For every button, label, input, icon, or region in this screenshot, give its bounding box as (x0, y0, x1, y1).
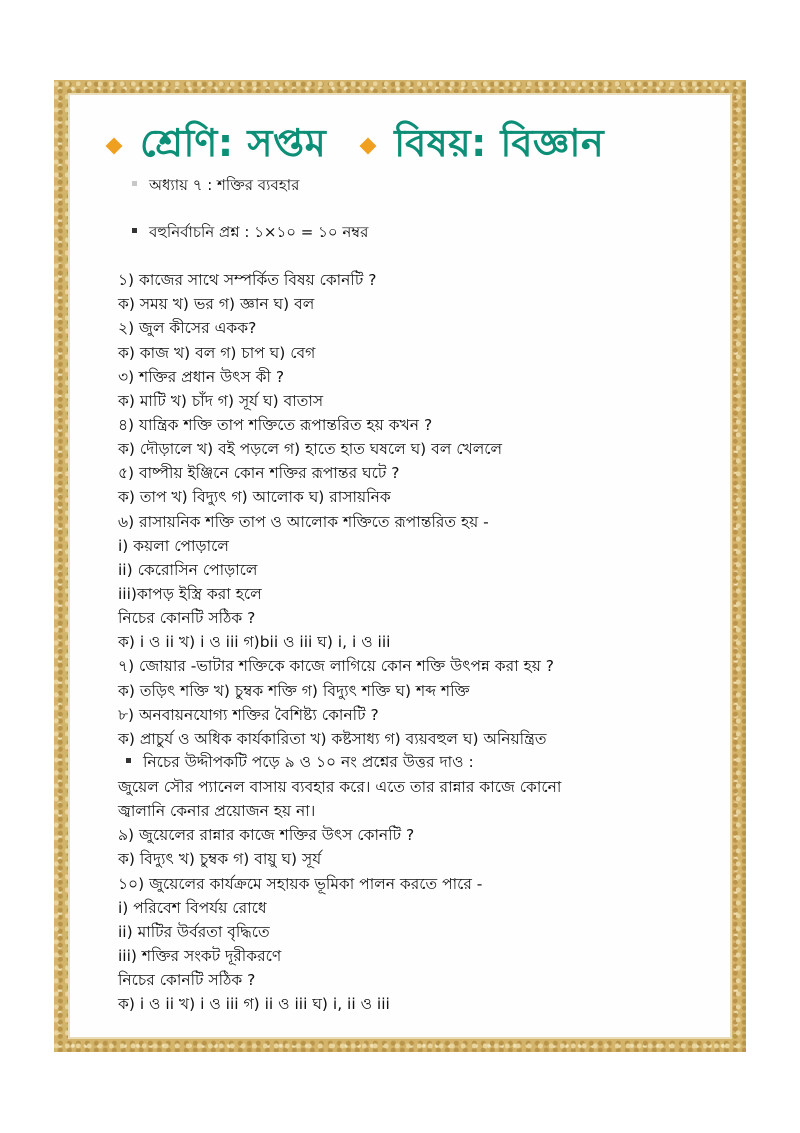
text-line: iii)কাপড় ইস্ত্রি করা হলে (118, 585, 262, 603)
page-header (108, 118, 708, 174)
square-bullet-icon (132, 228, 137, 233)
square-bullet-icon (132, 181, 137, 186)
text-line: ক) প্রাচুর্য ও অধিক কার্যকারিতা খ) কষ্টসাধ্য গ) ব্যয়বহুল ঘ) অনিয়ন্ত্রিত (118, 730, 547, 748)
text-line: ক) কাজ খ) বল গ) চাপ ঘ) বেগ (118, 344, 316, 362)
text-line: ক) বিদ্যুৎ খ) চুম্বক গ) বায়ু ঘ) সূর্য (118, 850, 322, 868)
text-line: ৫) বাষ্পীয় ইঞ্জিনে কোন শক্তির রূপান্তর ঘটে ? (118, 464, 400, 482)
text-line: ii) কেরোসিন পোড়ালে (118, 561, 258, 579)
text-line: ৩) শক্তির প্রধান উৎস কী ? (118, 368, 285, 386)
text-line: ১) কাজের সাথে সম্পর্কিত বিষয় কোনটি ? (118, 271, 377, 289)
stem-heading: নিচের উদ্দীপকটি পড়ে ৯ ও ১০ নং প্রশ্নের উত্তর দাও : (143, 753, 474, 771)
text-line: ৭) জোয়ার -ভাটার শক্তিকে কাজে লাগিয়ে কোন শক্তি উৎপন্ন করা হয় ? (118, 657, 555, 675)
text-line: iii) শক্তির সংকট দূরীকরণে (118, 947, 282, 965)
text-line: i) পরিবেশ বিপর্যয় রোধে (118, 899, 267, 917)
text-line: ৮) অনবায়নযোগ্য শক্তির বৈশিষ্ট্য কোনটি ? (118, 706, 379, 724)
text-line: নিচের কোনটি সঠিক ? (118, 609, 256, 627)
text-line: ক) সময় খ) ভর গ) জ্ঞান ঘ) বল (118, 295, 315, 313)
diamond-bullet-icon (360, 138, 377, 155)
text-line: ক) দৌড়ালে খ) বই পড়লে গ) হাতে হাত ঘষলে ঘ) বল খেললে (118, 440, 503, 458)
text-line: ii) মাটির উর্বরতা বৃদ্ধিতে (118, 923, 270, 941)
chapter-line (132, 175, 299, 195)
text-line: ৪) যান্ত্রিক শক্তি তাপ শক্তিতে রূপান্তরিত হয় কখন ? (118, 416, 433, 434)
subject-title: বিষয়: বিজ্ঞান (394, 121, 605, 165)
text-line: ক) i ও ii খ) i ও iii গ)bii ও iii ঘ) i, i ও iii (118, 633, 391, 651)
text-line: ক) তড়িৎ শক্তি খ) চুম্বক শক্তি গ) বিদ্যুৎ শক্তি ঘ) শব্দ শক্তি (118, 682, 470, 700)
text-line: ক) i ও ii খ) i ও iii গ) ii ও iii ঘ) i, ii ও iii (118, 995, 390, 1013)
class-title: শ্রেণি: সপ্তম (140, 121, 327, 165)
text-line: ৯) জুয়েলের রান্নার কাজে শক্তির উৎস কোনটি ? (118, 826, 415, 844)
section-title: বহুনির্বাচনি প্রশ্ন : ১×১০ = ১০ নম্বর (149, 223, 369, 241)
section-line (132, 222, 368, 242)
text-line: ক) মাটি খ) চাঁদ গ) সূর্য ঘ) বাতাস (118, 392, 324, 410)
text-line: ১০) জুয়েলের কার্যক্রমে সহায়ক ভূমিকা পালন করতে পারে - (118, 875, 483, 893)
text-line: ৬) রাসায়নিক শক্তি তাপ ও আলোক শক্তিতে রূপান্তরিত হয় - (118, 513, 489, 531)
text-line: ২) জুল কীসের একক? (118, 319, 257, 337)
stem-heading-line (126, 752, 474, 772)
text-line: ক) তাপ খ) বিদ্যুৎ গ) আলোক ঘ) রাসায়নিক (118, 488, 391, 506)
square-bullet-icon (126, 758, 131, 763)
text-line: নিচের কোনটি সঠিক ? (118, 971, 256, 989)
stem-text: জ্বালানি কেনার প্রয়োজন হয় না। (118, 802, 316, 820)
text-line: i) কয়লা পোড়ালে (118, 537, 229, 555)
chapter-title: অধ্যায় ৭ : শক্তির ব্যবহার (149, 176, 300, 194)
diamond-bullet-icon (106, 138, 123, 155)
stem-text: জুয়েল সৌর প্যানেল বাসায় ব্যবহার করে। এতে তার রান্নার কাজে কোনো (118, 778, 562, 796)
